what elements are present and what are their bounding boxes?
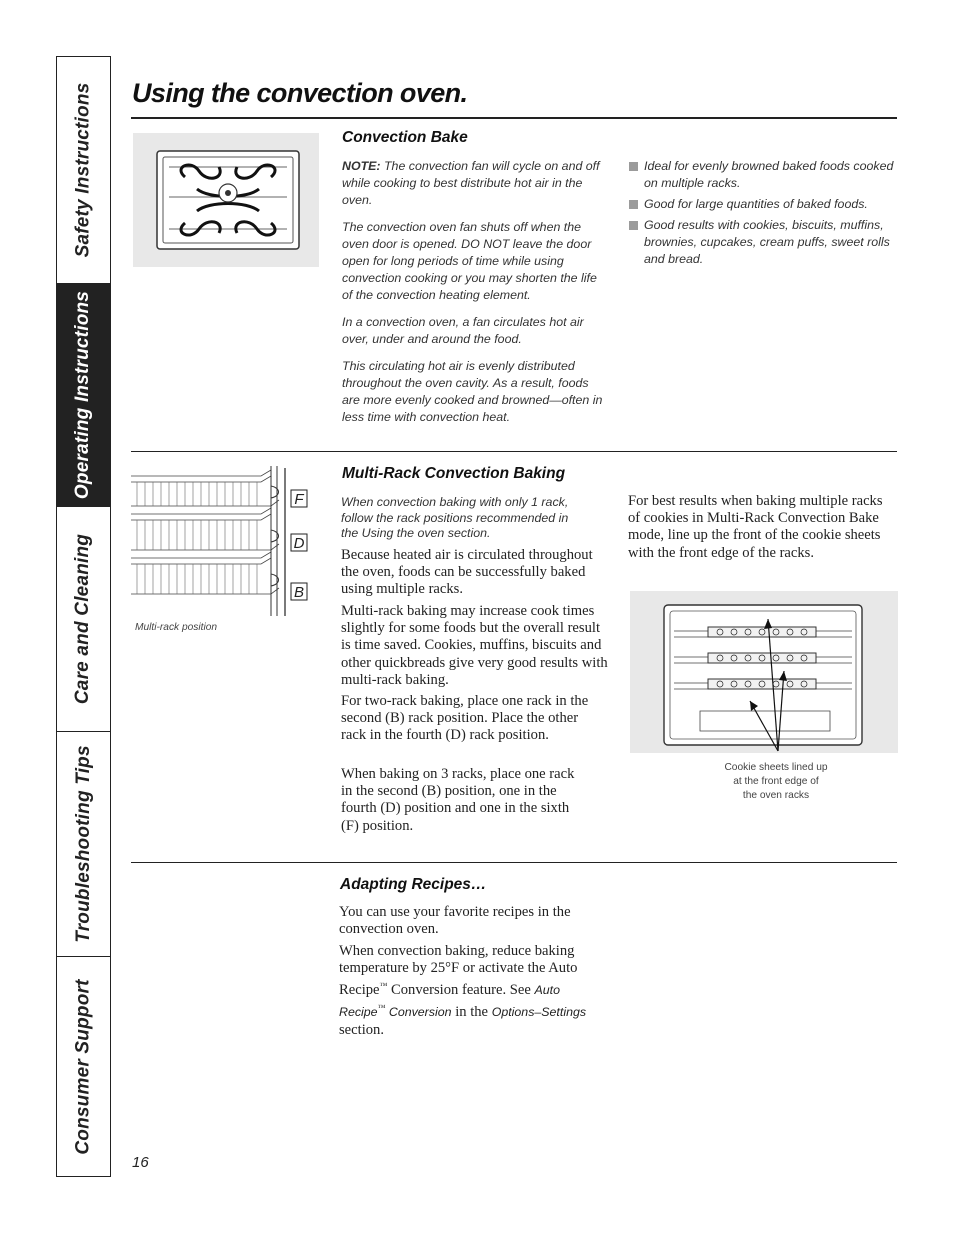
tab-consumer-support[interactable]: [57, 957, 110, 1176]
note-text: The convection fan will cycle on and off while cooking to best distribute hot air in the oven.: [342, 159, 600, 207]
tab-label: Operating Instructions: [72, 290, 94, 500]
tab-label: Troubleshooting Tips: [72, 745, 94, 943]
convection-benefits-list: [628, 158, 898, 272]
multi-rack-p1: Because heated air is circulated throughout the oven, foods can be successfully baked using multiple racks.: [341, 547, 593, 598]
tab-troubleshooting-tips[interactable]: [57, 732, 110, 957]
adapting-p2-d: section.: [339, 1021, 384, 1038]
list-item: Ideal for evenly browned baked foods cooked on multiple racks.: [628, 158, 898, 192]
tab-label: Consumer Support: [72, 978, 94, 1155]
adapting-recipes-heading: Adapting Recipes…: [340, 876, 487, 893]
multi-rack-p3: For two-rack baking, place one rack in the second (B) rack position. Place the other rack in the fourth (D) rack position.: [341, 693, 589, 744]
tab-label: Care and Cleaning: [72, 533, 94, 705]
tab-safety-instructions[interactable]: [57, 57, 110, 284]
trademark-symbol: ™: [379, 981, 388, 991]
list-item: Good for large quantities of baked foods.: [628, 196, 898, 213]
rack-caption: Multi-rack position: [135, 622, 218, 633]
cookie-sheet-caption: [700, 761, 852, 803]
tab-care-and-cleaning[interactable]: [57, 507, 110, 732]
adapting-p2-c: in the: [451, 1004, 492, 1021]
adapting-p1: You can use your favorite recipes in the convection oven.: [339, 904, 571, 938]
convection-para-evenly: This circulating hot air is evenly distributed throughout the oven cavity. As a result, foods are more evenly cooked and browned—often in less time with convection heat.: [342, 359, 603, 424]
list-item: Good results with cookies, biscuits, muffins, brownies, cupcakes, cream puffs, sweet rolls and bread.: [628, 217, 898, 268]
section-sidebar: [56, 56, 111, 1177]
section-divider: [131, 862, 897, 863]
caption-line: the oven racks: [742, 790, 810, 801]
multi-rack-p2: Multi-rack baking may increase cook times slightly for some foods but the overall result is time saved. Cookies, muffins, biscuits and other quickbreads give very good results with multi-rack baking.: [341, 603, 608, 688]
multi-rack-best-results: For best results when baking multiple racks of cookies in Multi-Rack Convection Bake mode, line up the front of the cookie sheets with the front edge of the racks.: [628, 493, 883, 561]
caption-line: Cookie sheets lined up: [724, 762, 828, 773]
tab-label: Safety Instructions: [72, 82, 94, 258]
auto-recipe-ref: Auto Recipe: [339, 983, 560, 1020]
multi-rack-heading: Multi-Rack Convection Baking: [342, 465, 566, 482]
multi-rack-illustration: [131, 466, 317, 618]
convection-fan-illustration: [133, 133, 319, 267]
adapting-p2-b: Conversion feature. See: [387, 982, 535, 999]
convection-para-fan-shutoff: The convection oven fan shuts off when the oven door is opened. DO NOT leave the door open for long periods of time while using convection cooking or you may shorten the life of the convection heating element.: [342, 220, 597, 302]
trademark-symbol: ™: [377, 1003, 386, 1013]
section-divider: [131, 451, 897, 452]
multi-rack-intro: When convection baking with only 1 rack, follow the rack positions recommended in the Using the oven section.: [341, 495, 569, 540]
options-settings-ref: Options–Settings: [491, 1005, 587, 1020]
cookie-sheets-illustration: [630, 591, 898, 753]
conversion-ref: Conversion: [385, 1005, 452, 1020]
adapting-p2: [339, 943, 609, 1039]
caption-line: at the front edge of: [733, 776, 819, 787]
convection-note: [342, 158, 608, 209]
convection-oven-illustration-panel: [133, 133, 319, 267]
tab-operating-instructions[interactable]: [57, 284, 110, 507]
page-number: 16: [132, 1154, 149, 1171]
note-label: NOTE:: [342, 159, 381, 173]
title-rule: [131, 117, 897, 119]
multi-rack-p4: When baking on 3 racks, place one rack in the second (B) position, one in the fourth (D) position and one in the sixth (F) position.: [341, 766, 575, 834]
convection-para-circulates: In a convection oven, a fan circulates hot air over, under and around the food.: [342, 315, 584, 346]
convection-bake-heading: Convection Bake: [342, 129, 468, 146]
page-title: Using the convection oven.: [132, 78, 468, 108]
rack-label-b: B: [293, 584, 305, 601]
rack-label-d: D: [293, 535, 305, 552]
cookie-sheets-illustration-panel: [630, 591, 898, 753]
adapting-p2-a: When convection baking, reduce baking temperature by 25°F or activate the Auto Recipe: [339, 943, 578, 999]
rack-label-f: F: [294, 491, 304, 508]
